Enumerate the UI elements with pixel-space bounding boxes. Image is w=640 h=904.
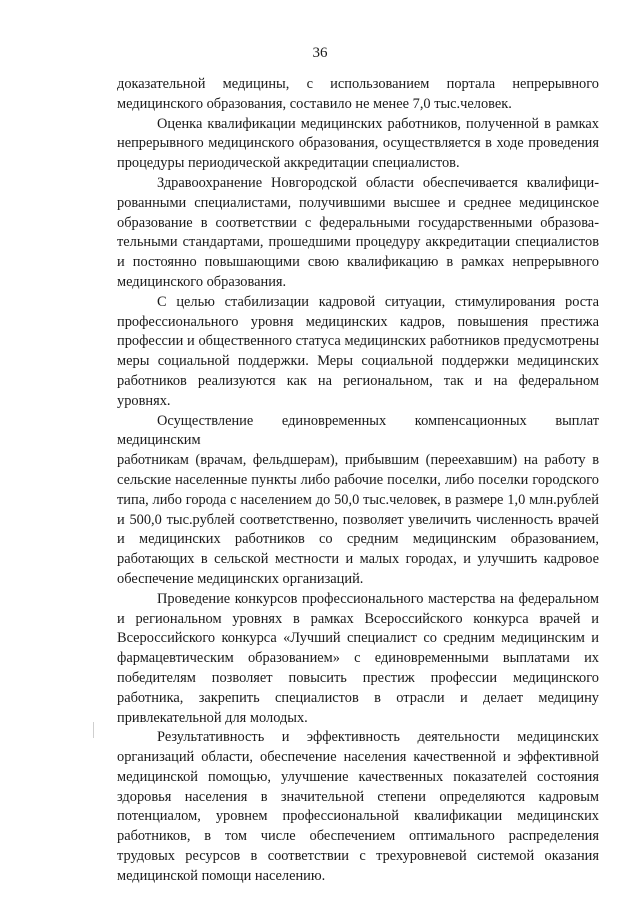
text-line: Проведение конкурсов профессионального мастерства на федеральном	[157, 590, 599, 607]
text-line: сельские населенные пункты либо рабочие поселки, либо поселки городского	[117, 471, 599, 488]
text-line: медицинской помощью, улучшение качественных показателей состояния	[117, 768, 599, 785]
text-line: работников реализуются как на региональном, так и на федеральном	[117, 372, 599, 389]
text-line: работника, закрепить специалистов в отрасли и делает медицину	[117, 689, 599, 706]
paragraph	[117, 75, 599, 115]
text-line: фармацевтическим образованием» с единовременными выплатами их	[117, 650, 599, 667]
text-line: здоровья населения в значительной степени определяются кадровым	[117, 788, 599, 805]
text-line: непрерывного медицинского образования, осуществляется в ходе проведения	[117, 135, 599, 152]
text-line: Здравоохранение Новгородской области обеспечивается квалифици-	[157, 174, 599, 191]
text-line: С целью стабилизации кадровой ситуации, стимулирования роста	[157, 293, 599, 310]
paragraph	[117, 590, 599, 729]
text-line: обеспечение медицинских организаций.	[117, 570, 364, 587]
text-line: Всероссийского конкурса «Лучший специалист со средним медицинским и	[117, 630, 599, 647]
text-line: работающих в сельской местности и малых городах, и улучшить кадровое	[117, 551, 599, 568]
paragraph	[117, 174, 599, 293]
text-line: организаций области, обеспечение населения качественной и эффективной	[117, 749, 599, 766]
text-line: типа, либо города с населением до 50,0 тыс.человек, в размере 1,0 млн.рублей	[117, 491, 599, 508]
text-line: тельными стандартами, прошедшими процедуру аккредитации специалистов	[117, 234, 599, 251]
text-line: привлекательной для молодых.	[117, 709, 308, 726]
text-line: Оценка квалификации медицинских работников, полученной в рамках	[157, 115, 599, 132]
text-line: и региональном уровнях в рамках Всероссийского конкурса врачей и	[117, 610, 599, 627]
text-line: работникам (врачам, фельдшерам), прибывшим (переехавшим) на работу в	[117, 452, 599, 469]
text-line: Результативность и эффективность деятельности медицинских	[157, 729, 599, 746]
text-line: медицинского образования.	[117, 273, 287, 290]
text-line: профессионального уровня медицинских кадров, повышения престижа	[117, 313, 599, 330]
text-line: работников, в том числе обеспечением оптимального распределения	[117, 828, 599, 845]
paragraph	[117, 115, 599, 174]
paragraph	[117, 412, 599, 590]
text-line: уровнях.	[117, 392, 171, 409]
paragraph	[117, 293, 599, 412]
text-line: и постоянно повышающими свою квалификацию в рамках непрерывного	[117, 254, 599, 271]
scan-artifact	[93, 722, 94, 738]
text-line: трудовых ресурсов в соответствии с трехуровневой системой оказания	[117, 848, 599, 865]
text-line: медицинского образования, составило не менее 7,0 тыс.человек.	[117, 95, 512, 112]
paragraph	[117, 728, 599, 886]
text-line: Осуществление единовременных компенсационных выплат медицинским	[117, 412, 599, 449]
text-line: доказательной медицины, с использованием портала непрерывного	[117, 76, 599, 92]
page-number: 36	[312, 45, 328, 61]
text-line: медицинской помощи населению.	[117, 867, 326, 884]
text-line: и 500,0 тыс.рублей соответственно, позволяет увеличить численность врачей	[117, 511, 599, 528]
text-line: потенциалом, уровнем профессиональной квалификации медицинских	[117, 808, 599, 825]
text-line: рованными специалистами, получившими высшее и среднее медицинское	[117, 194, 599, 211]
text-line: профессии и общественного статуса медицинских работников предусмотрены	[117, 333, 599, 350]
text-line: процедуры периодической аккредитации специалистов.	[117, 155, 460, 172]
document-body	[117, 75, 599, 887]
text-line: и медицинских работников со средним медицинским образованием,	[117, 531, 599, 548]
text-line: меры социальной поддержки. Меры социальной поддержки медицинских	[117, 353, 599, 370]
text-line: образование в соответствии с федеральными государственными образова-	[117, 214, 599, 231]
text-line: победителям позволяет повысить престиж профессии медицинского	[117, 669, 599, 686]
